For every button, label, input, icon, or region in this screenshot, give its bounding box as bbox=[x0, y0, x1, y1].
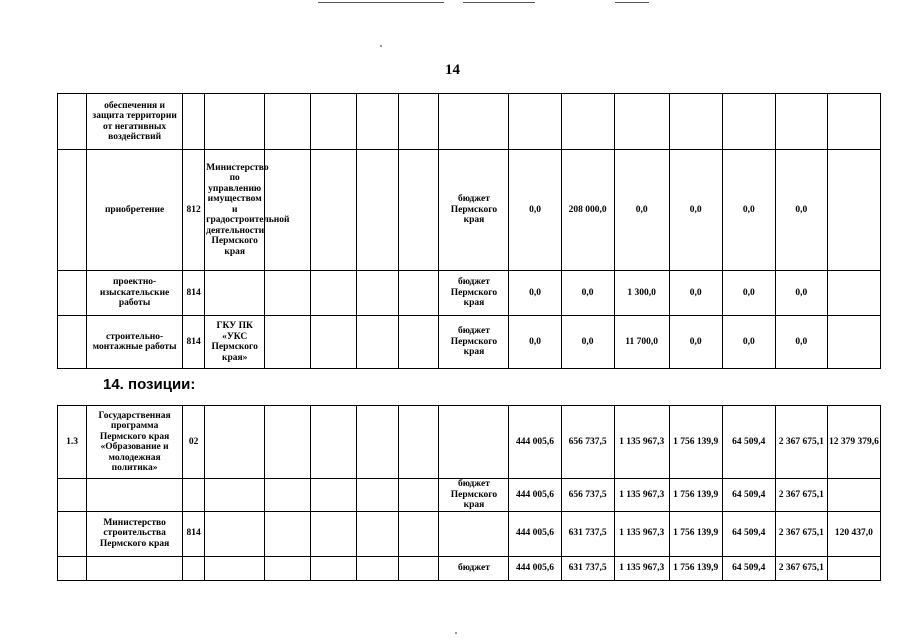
row-value: 208 000,0 bbox=[561, 150, 614, 271]
row-value bbox=[827, 479, 880, 512]
table-bottom bbox=[57, 405, 881, 581]
row-code: 814 bbox=[183, 316, 205, 369]
row-value: 12 379 379,6 bbox=[827, 406, 880, 479]
row-name bbox=[87, 479, 183, 512]
page-number: 14 bbox=[445, 62, 460, 78]
row-code: 812 bbox=[183, 150, 205, 271]
row-value: 1 135 967,3 bbox=[614, 556, 669, 580]
row-value bbox=[827, 316, 880, 369]
row-value bbox=[827, 150, 880, 271]
row-value: 2 367 675,1 bbox=[775, 556, 827, 580]
table-row bbox=[58, 556, 881, 580]
row-value: 2 367 675,1 bbox=[775, 406, 827, 479]
row-value: 0,0 bbox=[722, 271, 775, 316]
row-value: 444 005,6 bbox=[509, 511, 561, 556]
table-row bbox=[58, 316, 881, 369]
row-code: 814 bbox=[183, 271, 205, 316]
row-name: проектно-изыскательские работы bbox=[87, 271, 183, 316]
row-name: обеспечения и защита территории от негативных воздействий bbox=[87, 94, 183, 150]
row-value: 0,0 bbox=[509, 150, 561, 271]
scan-line bbox=[615, 2, 649, 3]
row-value: 64 509,4 bbox=[722, 511, 775, 556]
row-agency: ГКУ ПК «УКС Пермского края» bbox=[205, 316, 265, 369]
row-value: 444 005,6 bbox=[509, 406, 561, 479]
row-value: 0,0 bbox=[561, 316, 614, 369]
row-value: 0,0 bbox=[669, 271, 722, 316]
scan-line bbox=[318, 2, 444, 3]
table-row bbox=[58, 406, 881, 479]
row-value: 0,0 bbox=[669, 150, 722, 271]
row-value: 656 737,5 bbox=[561, 406, 614, 479]
row-value: 2 367 675,1 bbox=[775, 479, 827, 512]
row-value bbox=[827, 556, 880, 580]
row-name: Министерство строительства Пермского края bbox=[87, 511, 183, 556]
table-row bbox=[58, 271, 881, 316]
row-source: бюджет Пермского края bbox=[439, 316, 509, 369]
row-source: бюджет Пермского края bbox=[439, 479, 509, 512]
table-row bbox=[58, 94, 881, 150]
row-number: 1.3 bbox=[58, 406, 87, 479]
row-name bbox=[87, 556, 183, 580]
row-source bbox=[439, 406, 509, 479]
row-value: 0,0 bbox=[775, 150, 827, 271]
row-value: 0,0 bbox=[614, 150, 669, 271]
row-source: бюджет bbox=[439, 556, 509, 580]
row-value: 120 437,0 bbox=[827, 511, 880, 556]
row-name: строительно-монтажные работы bbox=[87, 316, 183, 369]
row-value: 64 509,4 bbox=[722, 479, 775, 512]
row-value: 444 005,6 bbox=[509, 479, 561, 512]
row-value: 656 737,5 bbox=[561, 479, 614, 512]
row-agency: Министерство по управлению имуществом и градостроительной деятельности Пермского края bbox=[205, 150, 265, 271]
row-value: 0,0 bbox=[509, 271, 561, 316]
table-row bbox=[58, 479, 881, 512]
row-value: 1 756 139,9 bbox=[669, 479, 722, 512]
row-source: бюджет Пермского края bbox=[439, 150, 509, 271]
section-heading: 14. позиции: bbox=[103, 376, 196, 393]
table-row bbox=[58, 511, 881, 556]
row-value: 64 509,4 bbox=[722, 406, 775, 479]
row-agency bbox=[205, 271, 265, 316]
row-value: 1 756 139,9 bbox=[669, 556, 722, 580]
row-value: 1 756 139,9 bbox=[669, 511, 722, 556]
row-value: 2 367 675,1 bbox=[775, 511, 827, 556]
row-value: 444 005,6 bbox=[509, 556, 561, 580]
table-row bbox=[58, 150, 881, 271]
row-value bbox=[827, 271, 880, 316]
row-value: 1 756 139,9 bbox=[669, 406, 722, 479]
row-value: 0,0 bbox=[775, 316, 827, 369]
row-name: Государственная программа Пермского края «Образование и молодежная политика» bbox=[87, 406, 183, 479]
scan-speck bbox=[455, 632, 457, 634]
scan-speck bbox=[380, 45, 382, 47]
row-source bbox=[439, 511, 509, 556]
row-source: бюджет Пермского края bbox=[439, 271, 509, 316]
row-code: 02 bbox=[183, 406, 205, 479]
row-value: 1 135 967,3 bbox=[614, 479, 669, 512]
row-value: 631 737,5 bbox=[561, 511, 614, 556]
row-name: приобретение bbox=[87, 150, 183, 271]
row-value: 0,0 bbox=[775, 271, 827, 316]
row-value: 631 737,5 bbox=[561, 556, 614, 580]
row-value: 64 509,4 bbox=[722, 556, 775, 580]
row-value: 0,0 bbox=[722, 316, 775, 369]
row-value: 0,0 bbox=[561, 271, 614, 316]
row-code: 814 bbox=[183, 511, 205, 556]
row-value: 11 700,0 bbox=[614, 316, 669, 369]
table-top bbox=[57, 93, 881, 369]
scan-line bbox=[463, 2, 535, 3]
row-value: 0,0 bbox=[509, 316, 561, 369]
row-value: 0,0 bbox=[722, 150, 775, 271]
row-value: 0,0 bbox=[669, 316, 722, 369]
row-value: 1 135 967,3 bbox=[614, 511, 669, 556]
row-value: 1 300,0 bbox=[614, 271, 669, 316]
row-value: 1 135 967,3 bbox=[614, 406, 669, 479]
